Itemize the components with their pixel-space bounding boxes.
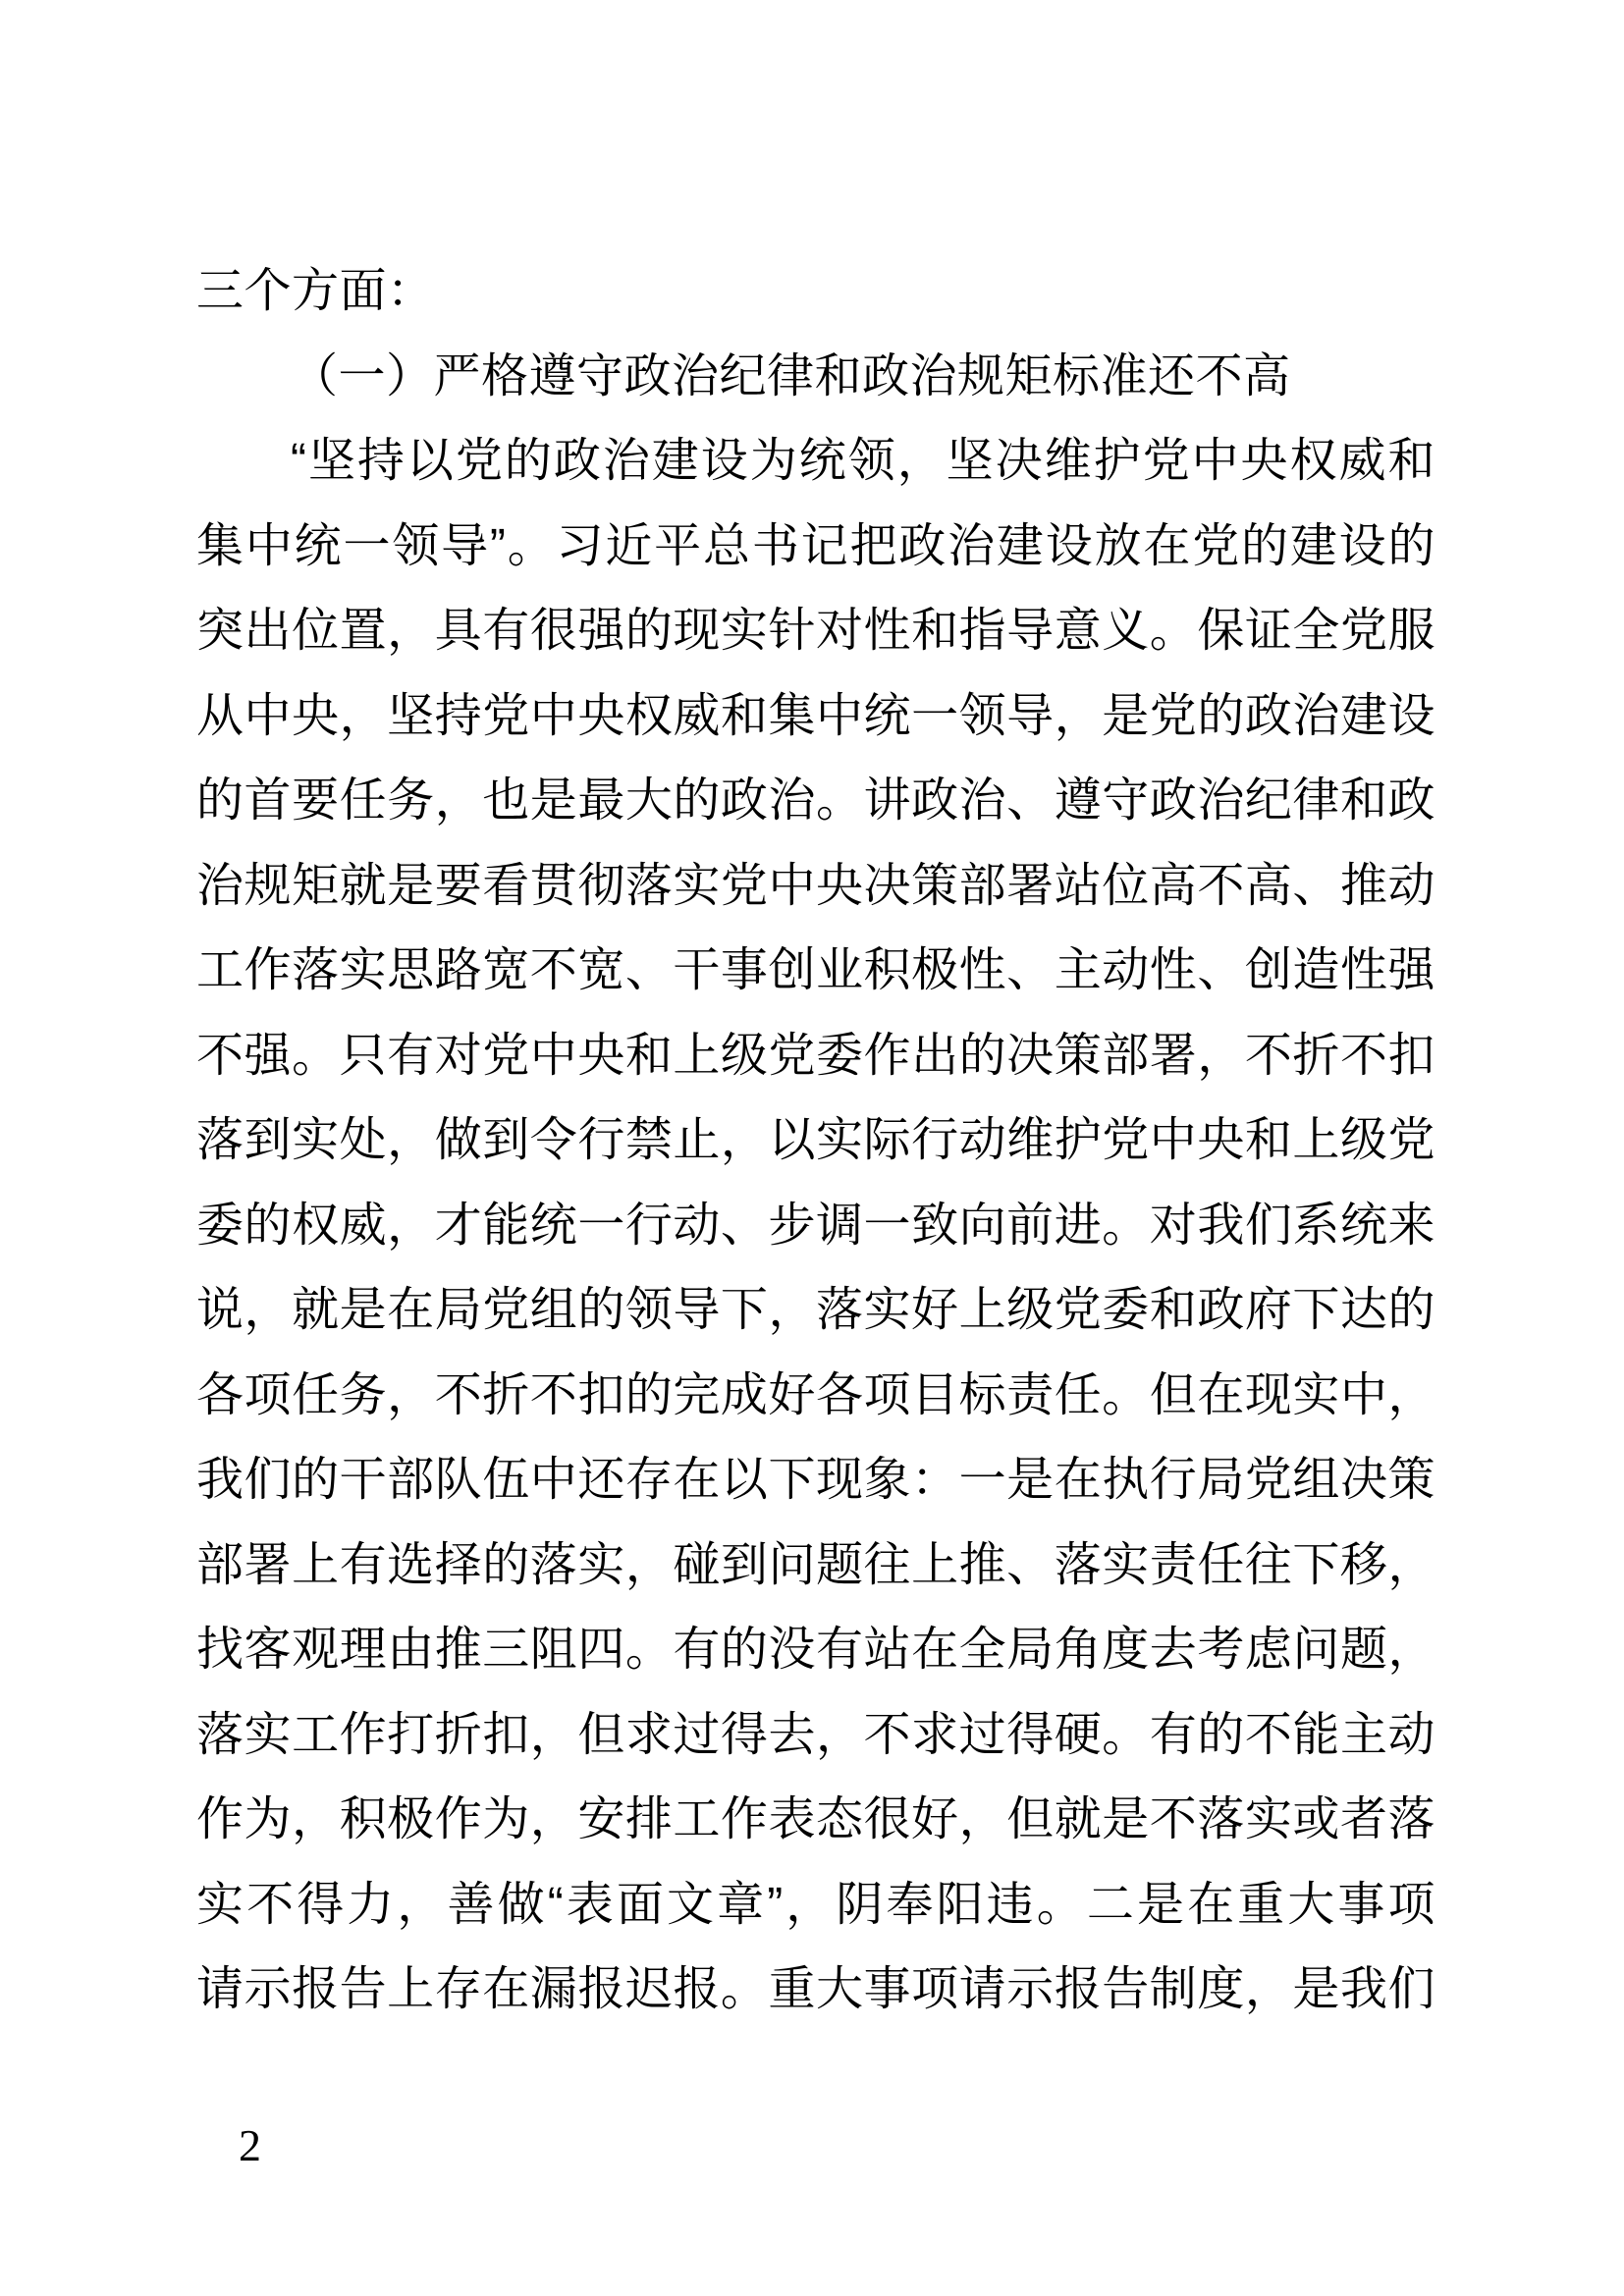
section-heading: （一）严格遵守政治纪律和政治规矩标准还不高 bbox=[291, 349, 1291, 402]
text-line: 落实工作打折扣，但求过得去，不求过得硬。有的不能主动 bbox=[196, 1708, 1435, 1761]
document-text-block bbox=[196, 249, 1435, 2033]
page-number: 2 bbox=[239, 2120, 261, 2170]
text-line: 不强。只有对党中央和上级党委作出的决策部署，不折不扣 bbox=[196, 1029, 1435, 1082]
text-line: 的首要任务，也是最大的政治。讲政治、遵守政治纪律和政 bbox=[196, 774, 1435, 827]
paragraph-continuation-line: 三个方面： bbox=[196, 265, 435, 317]
text-line: 找客观理由推三阻四。有的没有站在全局角度去考虑问题， bbox=[196, 1624, 1435, 1676]
text-line: 我们的干部队伍中还存在以下现象：一是在执行局党组决策 bbox=[196, 1454, 1435, 1506]
text-line: 治规矩就是要看贯彻落实党中央决策部署站位高不高、推动 bbox=[196, 859, 1435, 912]
text-line: 从中央，坚持党中央权威和集中统一领导，是党的政治建设 bbox=[196, 689, 1435, 742]
text-line: 实不得力，善做“表面文章”，阴奉阳违。二是在重大事项 bbox=[196, 1878, 1435, 1931]
text-line: 部署上有选择的落实，碰到问题往上推、落实责任往下移， bbox=[196, 1538, 1435, 1591]
text-line: 集中统一领导”。习近平总书记把政治建设放在党的建设的 bbox=[196, 519, 1435, 572]
text-line: 作为，积极作为，安排工作表态很好，但就是不落实或者落 bbox=[196, 1793, 1435, 1845]
text-line: 各项任务，不折不扣的完成好各项目标责任。但在现实中， bbox=[196, 1368, 1435, 1421]
text-line: 请示报告上存在漏报迟报。重大事项请示报告制度，是我们 bbox=[196, 1963, 1435, 2015]
text-line: 委的权威，才能统一行动、步调一致向前进。对我们系统来 bbox=[196, 1199, 1435, 1252]
text-line: 落到实处，做到令行禁止，以实际行动维护党中央和上级党 bbox=[196, 1114, 1435, 1166]
text-line: 说，就是在局党组的领导下，落实好上级党委和政府下达的 bbox=[196, 1284, 1435, 1336]
text-line: 工作落实思路宽不宽、干事创业积极性、主动性、创造性强 bbox=[196, 944, 1435, 996]
text-line: 突出位置，具有很强的现实针对性和指导意义。保证全党服 bbox=[196, 605, 1435, 657]
text-line: “坚持以党的政治建设为统领，坚决维护党中央权威和 bbox=[291, 435, 1435, 487]
